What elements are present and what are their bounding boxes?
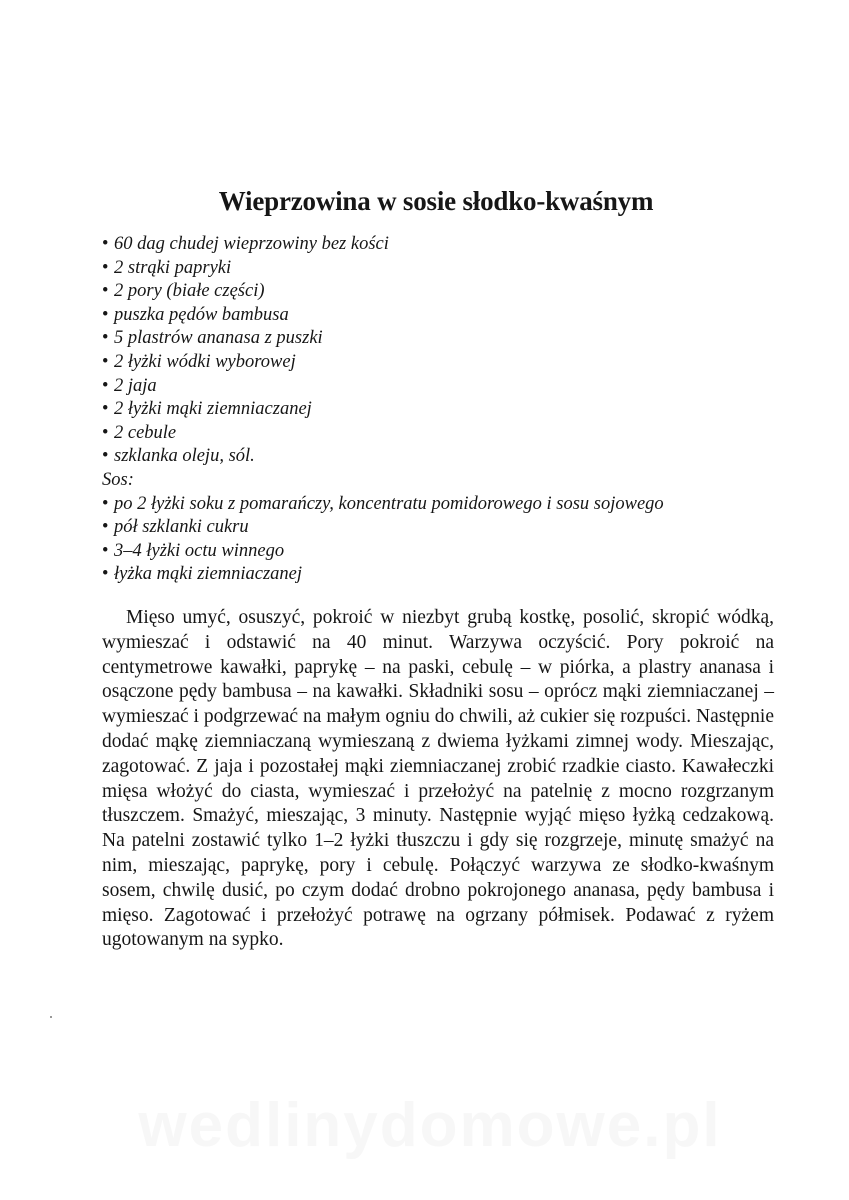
ingredient-item: • 2 strąki papryki xyxy=(102,257,782,281)
bullet-icon: • xyxy=(102,422,109,443)
ingredient-item: • 60 dag chudej wieprzowiny bez kości xyxy=(102,233,782,257)
bullet-icon: • xyxy=(102,281,109,302)
ingredient-item: • 2 cebule xyxy=(102,422,782,446)
bullet-icon: • xyxy=(102,564,109,585)
sauce-ingredient-item: • 3–4 łyżki octu winnego xyxy=(102,540,782,564)
bullet-icon: • xyxy=(102,234,109,254)
bullet-icon: • xyxy=(102,304,109,325)
bullet-icon: • xyxy=(102,540,109,561)
bullet-icon: • xyxy=(102,375,109,396)
ingredients-list xyxy=(102,233,782,587)
sauce-ingredient-item: • pół szklanki cukru xyxy=(102,516,782,540)
sauce-ingredient-item: • łyżka mąki ziemniaczanej xyxy=(102,563,782,587)
sauce-section-label: Sos: xyxy=(102,469,134,490)
recipe-title: Wieprzowina w sosie słodko-kwaśnym xyxy=(218,186,654,216)
bullet-icon: • xyxy=(102,446,109,467)
watermark: wedlinydomowe.pl xyxy=(138,1091,722,1160)
bullet-icon: • xyxy=(102,399,109,420)
bullet-icon: • xyxy=(102,517,109,538)
ingredient-item: • 2 jaja xyxy=(102,375,782,399)
ingredient-item: • 2 łyżki wódki wyborowej xyxy=(102,351,782,375)
sauce-ingredient-item: • po 2 łyżki soku z pomarańczy, koncentratu pomidorowego i sosu sojowego xyxy=(102,493,782,517)
bullet-icon: • xyxy=(102,351,109,372)
bullet-icon: • xyxy=(102,328,109,349)
recipe-instructions: Mięso umyć, osuszyć, pokroić w niezbyt grubą kostkę, posolić, skropić wódką, wymieszać i odstawić na 40 minut. Warzywa oczyścić. Pory pokroić na centymetrowe kawałki, paprykę – na paski, cebulę – w piórka, a plastry ananasa i osączone pędy bambusa – na kawałki. Składniki sosu – oprócz mąki ziemniaczanej – wymieszać i podgrzewać na małym ogniu do chwili, aż cukier się rozpuści. Następnie dodać mąkę ziemniaczaną wymieszaną z dwiema łyżkami zimnej wody. Mieszając, zagotować. Z jaja i pozostałej mąki ziemniaczanej zrobić rzadkie ciasto. Kawałeczki mięsa włożyć do ciasta, wymieszać i przełożyć na patelnię z mocno rozgrzanym tłuszczem. Smażyć, mieszając, 3 minuty. Następnie wyjąć mięso łyżką cedzakową. Na patelni zostawić tylko 1–2 łyżki tłuszczu i gdy się rozgrzeje, minutę smażyć na nim, mieszając, paprykę, pory i cebulę. Połączyć warzywa ze słodko-kwaśnym sosem, chwilę dusić, po czym dodać drobno pokrojonego ananasa, pędy bambusa i mięso. Zagotować i przełożyć potrawę na ogrzany półmisek. Podawać z ryżem ugotowanym na sypko. xyxy=(102,607,774,951)
scan-speck xyxy=(50,1016,52,1018)
ingredient-item: • 2 łyżki mąki ziemniaczanej xyxy=(102,398,782,422)
ingredient-item: • szklanka oleju, sól. xyxy=(102,445,782,469)
ingredient-item: • 5 plastrów ananasa z puszki xyxy=(102,327,782,351)
bullet-icon: • xyxy=(102,257,109,278)
ingredient-item: • puszka pędów bambusa xyxy=(102,304,782,328)
ingredient-item: • 2 pory (białe części) xyxy=(102,280,782,304)
bullet-icon: • xyxy=(102,493,109,514)
